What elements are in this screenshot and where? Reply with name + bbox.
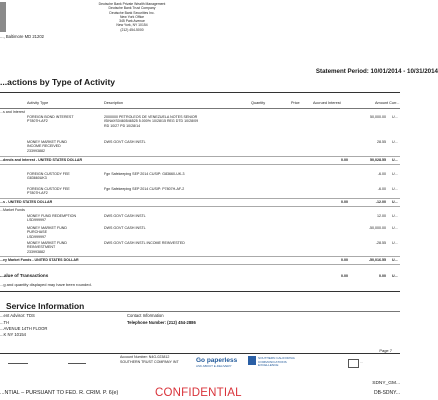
bates-number: DB-SDNY... <box>373 390 400 396</box>
amount-cell: 28.55 <box>377 140 386 144</box>
bank-address-line: (212) 454-5000 <box>120 27 144 32</box>
group-total-label: ...ey Market Funds - UNITED STATES DOLLAR <box>0 258 79 262</box>
header-accrued-interest: Accrued Interest <box>313 101 341 105</box>
activity-type-line: 233993882 <box>27 148 45 153</box>
grand-amount-total: 0.00 <box>379 274 386 278</box>
group-label-text: ...s and Interest <box>0 110 25 114</box>
activity-type-line: LSD999997 <box>27 218 46 223</box>
activity-type-line: PURCHASE <box>27 230 47 235</box>
divider <box>0 164 400 165</box>
award-text-line: EXCELLENCE <box>258 363 279 368</box>
activity-type-line: 233993882 <box>27 249 45 254</box>
advisor-address-line: ...TH <box>0 320 10 325</box>
contact-info-label: Contact Information <box>127 313 164 318</box>
service-info-title: Service Information <box>6 301 85 311</box>
bank-address-line: New York Office <box>119 14 145 19</box>
currency-cell: U... <box>392 226 398 230</box>
confidential-stamp: CONFIDENTIAL <box>155 387 242 399</box>
activity-type-line: MONEY FUND REDEMPTION <box>27 214 77 218</box>
amount-cell: -6.00 <box>377 187 386 191</box>
envelope-icon <box>348 359 359 368</box>
amount-cell: 12.00 <box>377 214 386 218</box>
group-total-label: ...dends and Interest - UNITED STATES DOLLAR <box>0 158 83 162</box>
activity-type-line: LSD999997 <box>27 234 46 239</box>
bank-address-line: Deutsche Bank Trust Company <box>108 6 156 11</box>
bank-address-line: 345 Park Avenue <box>119 19 145 24</box>
advisor-address-line: ...AVENUE 14TH FLOOR <box>0 326 48 331</box>
activity-type-cell <box>27 226 67 239</box>
divider <box>0 92 400 93</box>
divider <box>0 198 400 199</box>
bank-address-block <box>86 2 178 32</box>
page-number: Page 7 <box>379 348 392 353</box>
currency-cell: U... <box>392 258 398 262</box>
bank-logo-bar <box>0 2 6 32</box>
grand-accrued-total: 0.00 <box>341 274 348 278</box>
divider <box>0 256 400 257</box>
signature-mark <box>8 357 28 364</box>
client-address: ..., Baltimore MD 21202 <box>0 34 44 39</box>
group-total-label: ...s - UNITED STATES DOLLAR <box>0 200 53 204</box>
currency-cell: U... <box>392 214 398 218</box>
award-text-line: COMMUNICATIONS <box>258 359 287 364</box>
description-cell <box>104 172 184 176</box>
currency-cell: U... <box>392 241 398 245</box>
description-line: RD 10/27 PD 10/28/14 <box>104 123 141 128</box>
signature-mark <box>68 357 86 364</box>
activity-type-line: MONEY MARKET FUND <box>27 226 68 230</box>
column-headers <box>0 101 400 107</box>
amount-total: 50,028.55 <box>370 158 386 162</box>
description-cell <box>104 140 146 144</box>
description-line: DWS GOVT CASH INSTL <box>104 214 146 218</box>
bank-address-line: Deutsche Bank Securities Inc. <box>109 10 155 15</box>
activity-type-cell <box>27 172 70 181</box>
description-line: Fgn Safekeeping SEP 2014 CUSIP: P7807H-AF-2 <box>104 187 185 191</box>
amount-cell: 50,000.00 <box>370 115 386 119</box>
sdny-stamp: SDNY_GM... <box>372 381 400 386</box>
amount-total: -50,016.55 <box>368 258 386 262</box>
activity-type-line: FOREIGN BOND INTEREST <box>27 115 74 119</box>
activity-type-cell <box>27 115 74 124</box>
activity-type-line: MONEY MARKET FUND <box>27 140 68 144</box>
divider <box>0 264 400 265</box>
bank-address-line: New York, NY 10154 <box>116 23 148 28</box>
amount-total: -12.00 <box>375 200 386 204</box>
advisor-label: ...ent Advisor: TDS <box>0 313 35 318</box>
amount-cell: -28.55 <box>375 241 386 245</box>
description-line: DWS GOVT CASH INSTL <box>104 226 146 230</box>
description-cell <box>104 115 198 128</box>
activity-type-line: G83660UK3 <box>27 176 47 181</box>
divider <box>0 353 400 354</box>
account-number: Account Number: N4G-023812 <box>120 355 170 359</box>
divider <box>0 291 400 292</box>
currency-cell: U... <box>392 274 398 278</box>
activity-type-line: FOREIGN CUSTODY FEE <box>27 172 70 176</box>
divider <box>0 311 400 312</box>
currency-cell: U... <box>392 140 398 144</box>
amount-cell: -6.00 <box>377 172 386 176</box>
activity-type-line: P7807H-AF2 <box>27 191 48 196</box>
description-line: 2000000 PETROLEOS DE VENEZUELA NOTES SENIOR <box>104 115 198 119</box>
currency-cell: U... <box>392 187 398 191</box>
divider <box>0 108 400 109</box>
description-line: DWS GOVT CASH INSTL <box>104 140 146 144</box>
currency-cell: U... <box>392 200 398 204</box>
activity-type-cell <box>27 241 67 254</box>
telephone-number: Telephone Number: (212) 454-2886 <box>127 320 196 325</box>
currency-cell: U... <box>392 115 398 119</box>
envelope-label: ... <box>360 360 363 364</box>
accrued-total: 0.00 <box>341 258 348 262</box>
activity-type-cell <box>27 214 76 223</box>
bank-address-line: Deutsche Bank Private Wealth Management <box>98 2 166 6</box>
divider <box>0 156 400 157</box>
award-text-line: SOUTHERN CALIFORNIA <box>258 356 295 360</box>
description-cell <box>104 226 146 230</box>
go-paperless-subtext: ASK ABOUT E-DELIVERY <box>196 364 232 368</box>
activity-type-line: INCOME RECEIVED <box>27 144 61 149</box>
statement-period: Statement Period: 10/01/2014 - 10/31/2014 <box>315 68 438 75</box>
header-activity-type: Activity Type <box>27 101 49 105</box>
legal-footer: ...NTIAL – PURSUANT TO FED. R. CRIM. P. 6(e) <box>0 390 119 396</box>
activity-type-line: MONEY MARKET FUND <box>27 241 68 245</box>
description-cell <box>104 214 146 218</box>
description-line: DWS GOVT CASH INSTL INCOME REINVESTED <box>104 241 185 245</box>
activity-type-line: P7807H-AF2 <box>27 119 48 124</box>
description-line: Fgn Safekeeping SEP 2014 CUSIP: G83660-UK-3 <box>104 172 185 176</box>
activity-type-cell <box>27 140 67 153</box>
advisor-address-line: ...K NY 10154 <box>0 332 26 337</box>
description-line: ISIN#XS0460546525 5.000% 10/28/15 REG DTD 10/28/09 <box>104 119 199 124</box>
section-title: ...actions by Type of Activity <box>0 77 116 87</box>
go-paperless-logo: Go paperless <box>196 357 238 364</box>
activity-type-line: FOREIGN CUSTODY FEE <box>27 187 70 191</box>
company-name: SOUTHERN TRUST COMPANY INT <box>120 360 179 364</box>
currency-cell: U... <box>392 172 398 176</box>
divider <box>0 206 400 207</box>
currency-cell: U... <box>392 158 398 162</box>
accrued-total: 0.00 <box>341 158 348 162</box>
description-cell <box>104 187 184 191</box>
activity-type-line: REINVESTMENT <box>27 245 56 250</box>
award-text <box>258 357 295 368</box>
header-description: Description <box>104 101 123 105</box>
rounding-note: ...g and quantity displayed may have been rounded. <box>0 282 92 287</box>
award-badge-icon <box>248 356 256 365</box>
group-label-text: ...Market Funds <box>0 208 25 212</box>
header-price: Price <box>291 101 300 105</box>
header-quantity: Quantity <box>251 101 266 105</box>
accrued-total: 0.00 <box>341 200 348 204</box>
description-cell <box>104 241 185 245</box>
activity-type-cell <box>27 187 70 196</box>
grand-total-label: ...alue of Transactions <box>0 273 49 278</box>
header-amount: Amount Curr... <box>375 101 400 105</box>
amount-cell: -50,000.00 <box>368 226 386 230</box>
